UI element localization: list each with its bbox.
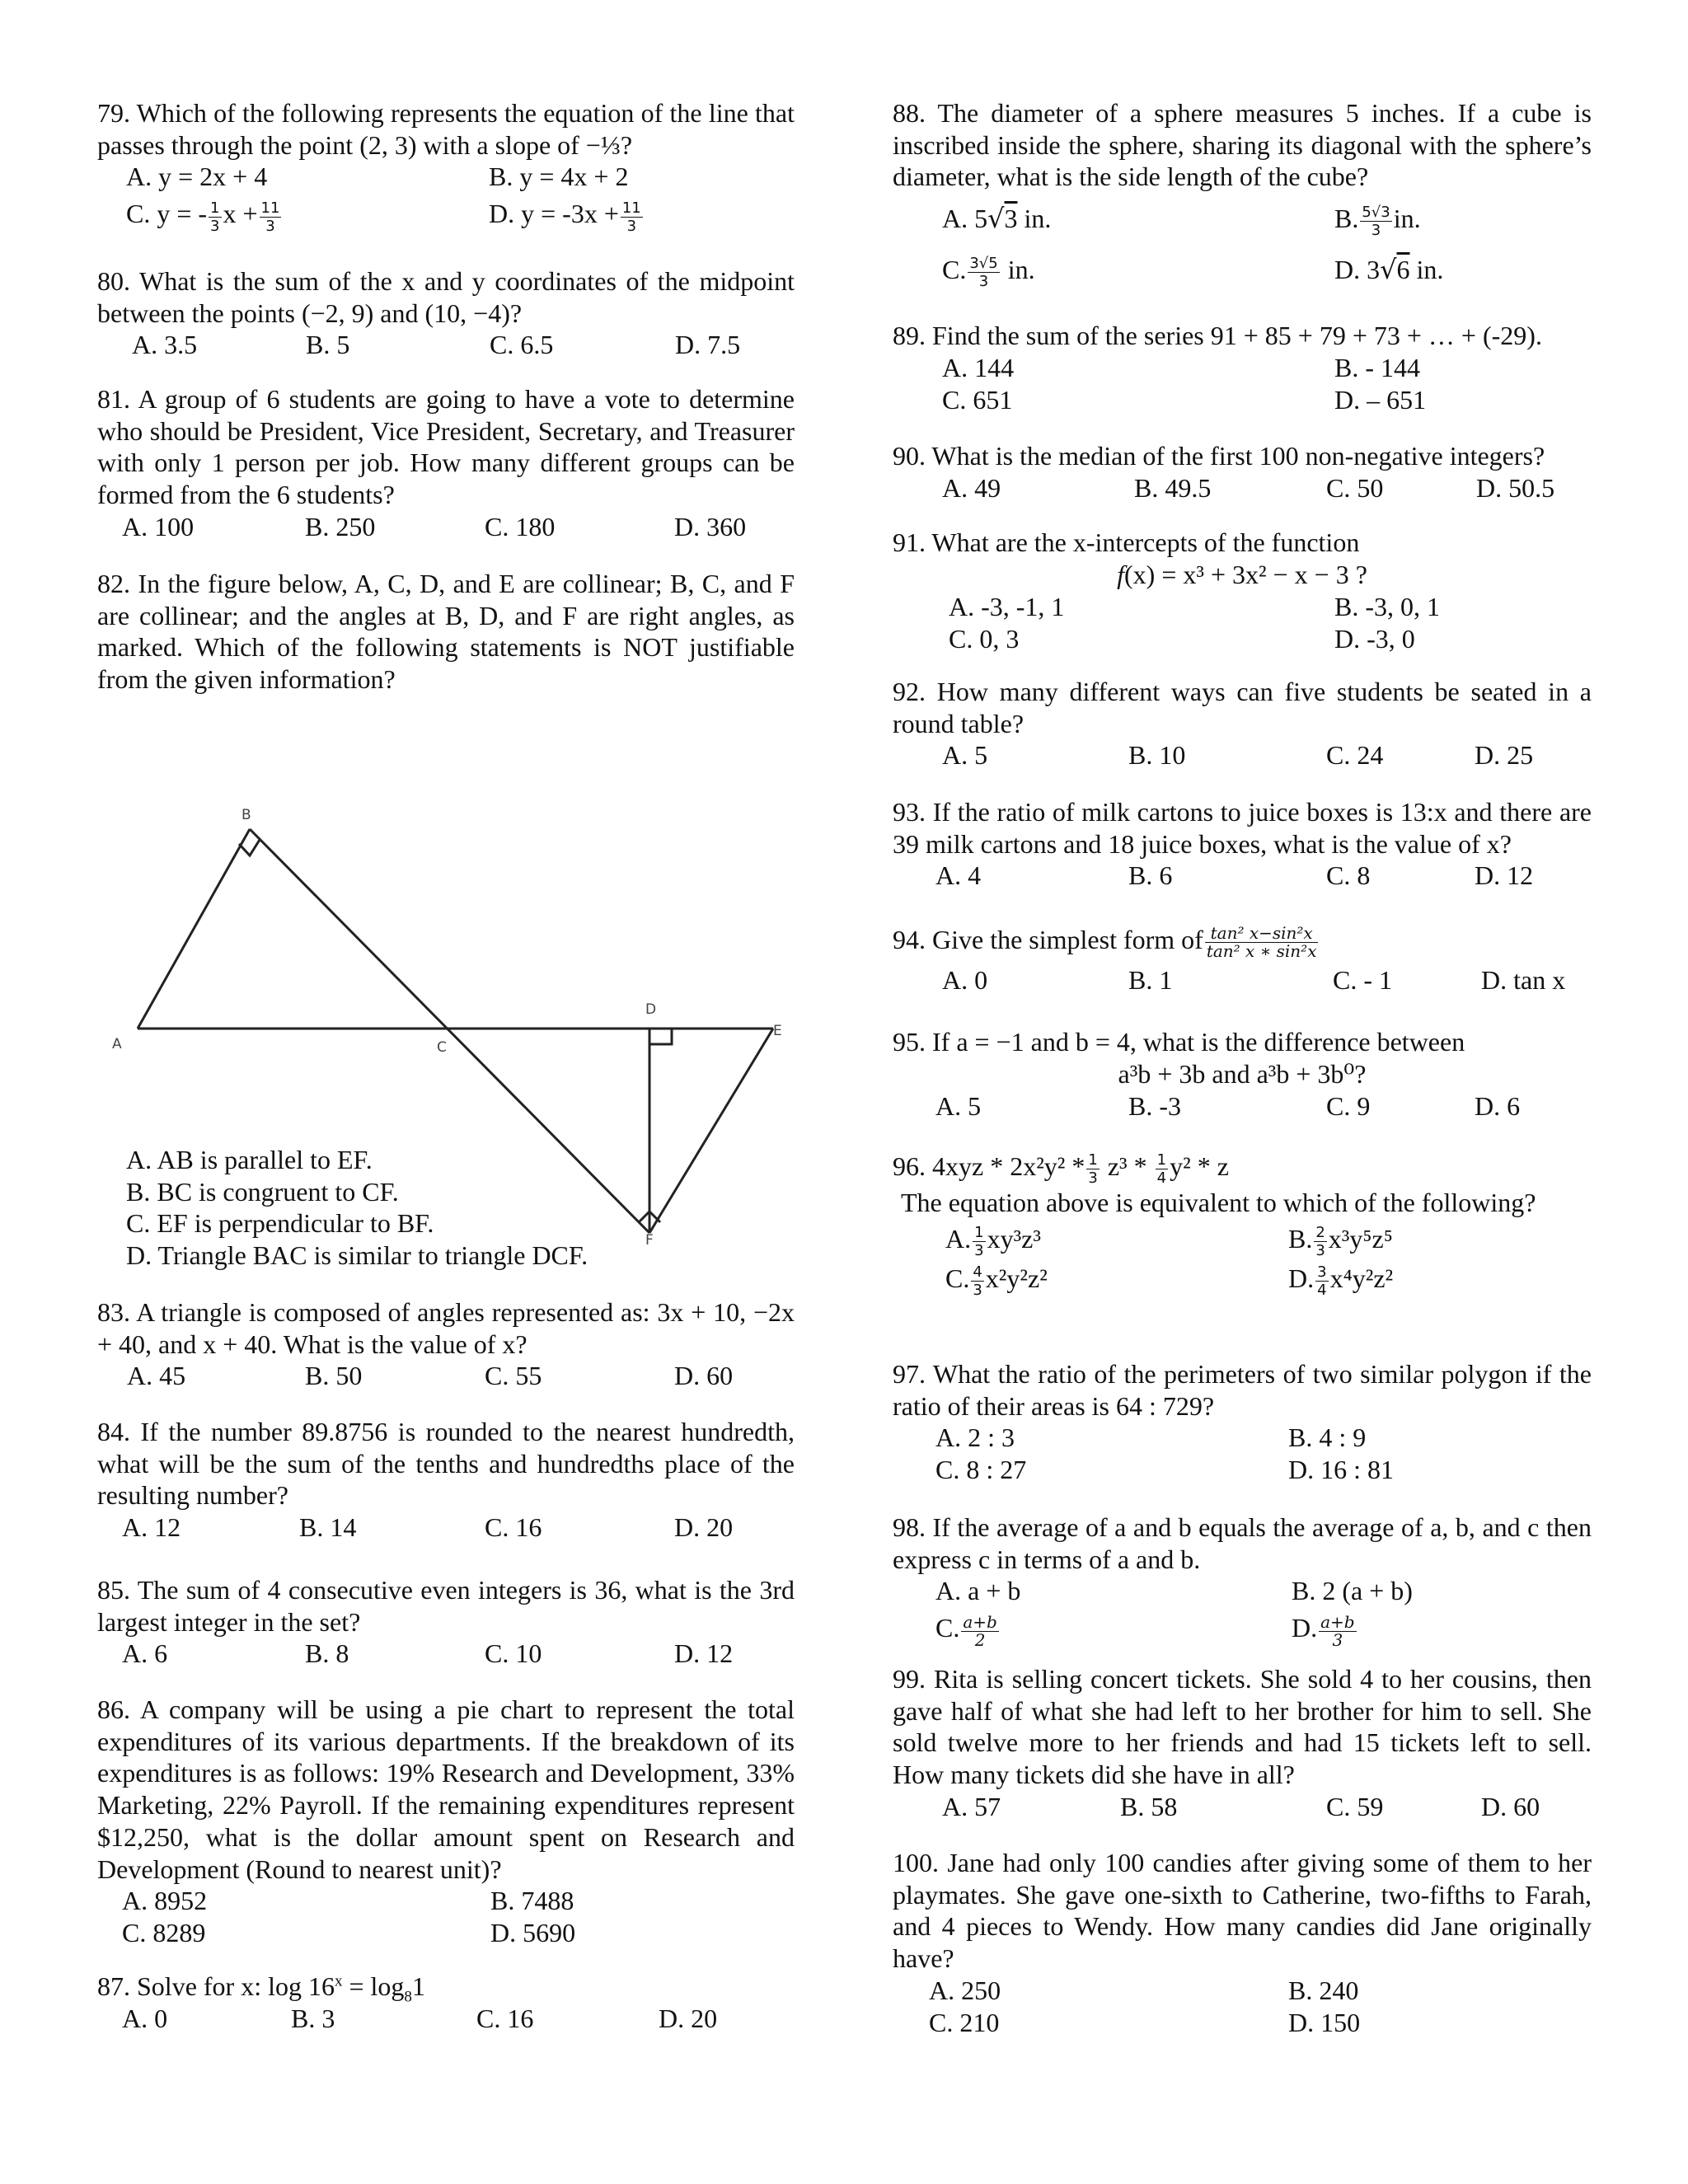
question-100-option-d[interactable]: D. 150 bbox=[1288, 2007, 1361, 2037]
label-e: E bbox=[773, 1023, 782, 1039]
question-93-option-c[interactable]: C. 8 bbox=[1326, 860, 1371, 891]
question-90-stem: 90. What is the median of the first 100 non-negative integers? bbox=[893, 441, 1545, 471]
question-88-options-row-2 bbox=[942, 244, 1592, 295]
question-100 bbox=[893, 1847, 1592, 2039]
question-90-option-d[interactable]: D. 50.5 bbox=[1476, 472, 1555, 503]
denominator: 3 bbox=[265, 217, 275, 235]
stem-text: = log bbox=[342, 1971, 405, 2001]
fraction bbox=[1086, 1151, 1099, 1187]
numerator: 1 bbox=[1156, 1151, 1167, 1169]
stem-text: 87. Solve for x: log 16 bbox=[97, 1971, 335, 2001]
question-83-option-b[interactable]: B. 50 bbox=[305, 1361, 363, 1391]
question-93-options bbox=[935, 860, 1592, 892]
question-91-option-c[interactable]: C. 0, 3 bbox=[949, 623, 1020, 654]
question-99-option-c[interactable]: C. 59 bbox=[1326, 1791, 1384, 1821]
question-93-stem: 93. If the ratio of milk cartons to juice boxes is 13:x and there are 39 milk cartons and 18 juice boxes, what is the value of x? bbox=[893, 797, 1592, 859]
question-97-option-d[interactable]: D. 16 : 81 bbox=[1288, 1455, 1394, 1485]
radicand: 6 bbox=[1396, 255, 1410, 285]
fraction bbox=[209, 199, 221, 235]
question-91-options-row-1 bbox=[949, 591, 1592, 623]
label-b: B bbox=[241, 807, 251, 823]
question-96 bbox=[893, 1146, 1592, 1298]
question-90-option-a[interactable]: A. 49 bbox=[942, 472, 1001, 503]
question-98-option-a[interactable]: A. a + b bbox=[935, 1576, 1021, 1606]
question-82-option-d[interactable]: D. Triangle BAC is similar to triangle DCF. bbox=[126, 1240, 588, 1271]
stem-text: 94. Give the simplest form of bbox=[893, 925, 1203, 954]
question-95-options bbox=[935, 1090, 1592, 1122]
denominator: 3 bbox=[1371, 222, 1381, 240]
question-89-options-row-2 bbox=[942, 384, 1592, 416]
question-96-options-row-2 bbox=[945, 1258, 1592, 1298]
denominator: 3 bbox=[978, 273, 989, 291]
question-94-stem bbox=[893, 915, 1592, 964]
question-91-stem: 91. What are the x-intercepts of the function bbox=[893, 527, 1360, 557]
option-b-text: B. bbox=[1288, 1223, 1313, 1254]
question-89-option-c[interactable]: C. 651 bbox=[942, 384, 1013, 415]
question-86 bbox=[97, 1694, 795, 1949]
numerator: 1 bbox=[1088, 1151, 1098, 1169]
fraction bbox=[1314, 1224, 1326, 1259]
option-a-text: A. bbox=[945, 1223, 972, 1254]
question-84-option-b[interactable]: B. 14 bbox=[299, 1512, 357, 1543]
numerator: 3 bbox=[1317, 1263, 1327, 1281]
question-85-option-b[interactable]: B. 8 bbox=[305, 1638, 349, 1669]
question-92-option-c[interactable]: C. 24 bbox=[1326, 740, 1384, 771]
question-91-option-a[interactable]: A. -3, -1, 1 bbox=[949, 591, 1065, 621]
option-d-text: D. 3 bbox=[1334, 255, 1381, 285]
question-79-option-a[interactable]: A. y = 2x + 4 bbox=[126, 162, 268, 192]
question-80-option-b[interactable]: B. 5 bbox=[306, 330, 350, 360]
question-93 bbox=[893, 796, 1592, 892]
label-a: A bbox=[112, 1036, 122, 1052]
question-96-option-b[interactable] bbox=[1288, 1219, 1393, 1259]
denominator: 3 bbox=[1088, 1169, 1098, 1188]
fraction bbox=[973, 1224, 985, 1259]
segment-fe bbox=[649, 1029, 773, 1233]
question-80-stem: 80. What is the sum of the x and y coordinates of the midpoint between the points (−2, 9) and (10, −4)? bbox=[97, 266, 795, 328]
question-96-option-c[interactable] bbox=[945, 1258, 1048, 1299]
question-82-option-a[interactable]: A. AB is parallel to EF. bbox=[126, 1145, 373, 1174]
question-87 bbox=[97, 1971, 795, 2035]
numerator: a+b bbox=[1320, 1611, 1355, 1632]
right-angle-mark-d bbox=[649, 1029, 672, 1044]
question-95-stem: 95. If a = −1 and b = 4, what is the difference between bbox=[893, 1027, 1465, 1057]
question-80 bbox=[97, 265, 795, 361]
question-91-option-b[interactable]: B. -3, 0, 1 bbox=[1334, 591, 1440, 621]
question-87-option-d[interactable]: D. 20 bbox=[659, 2003, 718, 2033]
question-79-option-b[interactable]: B. y = 4x + 2 bbox=[489, 162, 629, 192]
question-87-option-b[interactable]: B. 3 bbox=[291, 2003, 335, 2033]
label-d: D bbox=[645, 1001, 657, 1018]
expression-text: 96. 4xyz * 2x²y² * bbox=[893, 1151, 1085, 1181]
numerator: a+b bbox=[963, 1611, 997, 1632]
question-94 bbox=[893, 915, 1592, 996]
question-89-stem: 89. Find the sum of the series 91 + 85 + 79 + 73 + … + (-29). bbox=[893, 321, 1542, 350]
question-83-option-c[interactable]: C. 55 bbox=[485, 1361, 542, 1391]
question-96-expression bbox=[893, 1146, 1592, 1187]
question-90-option-b[interactable]: B. 49.5 bbox=[1134, 472, 1212, 503]
option-b-text: x³y⁵z⁵ bbox=[1328, 1223, 1393, 1254]
question-86-option-c[interactable]: C. 8289 bbox=[122, 1918, 206, 1948]
fraction bbox=[1319, 1611, 1356, 1650]
question-87-stem bbox=[97, 1971, 795, 2006]
question-85-stem: 85. The sum of 4 consecutive even integers is 36, what is the 3rd largest integer in the set? bbox=[97, 1575, 795, 1637]
question-83-options bbox=[127, 1360, 795, 1392]
question-81-option-b[interactable]: B. 250 bbox=[305, 511, 376, 541]
question-83-option-a[interactable]: A. 45 bbox=[127, 1361, 186, 1391]
question-79 bbox=[97, 97, 795, 234]
question-80-option-c[interactable]: C. 6.5 bbox=[490, 330, 554, 360]
question-81-option-d[interactable]: D. 360 bbox=[674, 511, 747, 541]
question-85 bbox=[97, 1574, 795, 1670]
option-b-text: in. bbox=[1393, 204, 1421, 234]
label-f: F bbox=[645, 1232, 654, 1248]
question-100-options-row-1 bbox=[929, 1975, 1592, 2007]
question-89-option-a[interactable]: A. 144 bbox=[942, 352, 1015, 382]
question-82-options bbox=[126, 1144, 588, 1272]
question-88-option-a[interactable] bbox=[942, 193, 1051, 244]
question-79-stem: 79. Which of the following represents the equation of the line that passes through the point (2, 3) with a slope of −⅓? bbox=[97, 98, 795, 160]
expression-text: z³ * bbox=[1100, 1151, 1154, 1181]
question-99-option-a[interactable]: A. 57 bbox=[942, 1791, 1001, 1821]
option-d-text: D. y = -3x + bbox=[489, 199, 619, 229]
question-98-options-row-2 bbox=[935, 1607, 1592, 1648]
question-83-stem: 83. A triangle is composed of angles represented as: 3x + 10, −2x + 40, and x + 40. What is the value of x? bbox=[97, 1297, 795, 1359]
denominator: 4 bbox=[1156, 1169, 1167, 1188]
question-89-options-row-1 bbox=[942, 352, 1592, 384]
exponent: x bbox=[334, 1972, 343, 1990]
question-92-stem: 92. How many different ways can five students be seated in a round table? bbox=[893, 677, 1592, 738]
denominator: 3 bbox=[1332, 1629, 1343, 1650]
question-99-options bbox=[942, 1791, 1592, 1823]
question-96-stem: The equation above is equivalent to which of the following? bbox=[901, 1188, 1536, 1217]
segment-ab bbox=[138, 829, 250, 1029]
question-85-option-c[interactable]: C. 10 bbox=[485, 1638, 542, 1669]
question-98-option-d[interactable] bbox=[1292, 1607, 1358, 1648]
option-a-text: A. 5 bbox=[942, 204, 988, 234]
question-100-options-row-2 bbox=[929, 2007, 1592, 2039]
question-81 bbox=[97, 383, 795, 543]
radical-icon: √ bbox=[987, 203, 1005, 235]
question-88-option-b[interactable] bbox=[1334, 193, 1421, 244]
question-98-option-c[interactable] bbox=[935, 1607, 1001, 1648]
option-d-text: x⁴y²z² bbox=[1329, 1263, 1394, 1293]
option-c-text: x²y²z² bbox=[985, 1263, 1048, 1293]
option-b-text: B. bbox=[1334, 204, 1359, 234]
numerator: 1 bbox=[210, 199, 220, 217]
question-95-option-d[interactable]: D. 6 bbox=[1475, 1090, 1521, 1121]
radical-icon: √ bbox=[1380, 254, 1397, 286]
question-92-option-b[interactable]: B. 10 bbox=[1128, 740, 1186, 771]
denominator: 3 bbox=[974, 1241, 984, 1259]
question-85-option-a[interactable]: A. 6 bbox=[122, 1638, 168, 1669]
question-93-option-b[interactable]: B. 6 bbox=[1128, 860, 1173, 891]
function-name: f bbox=[1117, 559, 1124, 589]
fraction bbox=[961, 1611, 998, 1650]
question-99-option-b[interactable]: B. 58 bbox=[1120, 1791, 1178, 1821]
question-98-options-row-1 bbox=[935, 1575, 1592, 1607]
question-83 bbox=[97, 1296, 795, 1392]
question-86-option-b[interactable]: B. 7488 bbox=[490, 1886, 574, 1916]
numerator: 4 bbox=[973, 1263, 982, 1281]
question-91-option-d[interactable]: D. -3, 0 bbox=[1334, 623, 1415, 654]
expression-text: y² * z bbox=[1170, 1151, 1229, 1181]
numerator: 5√3 bbox=[1362, 204, 1390, 222]
question-84 bbox=[97, 1416, 795, 1544]
question-97 bbox=[893, 1358, 1592, 1486]
question-81-stem: 81. A group of 6 students are going to have a vote to determine who should be President, Vice President, Secretary, and Treasurer with only 1 person per job. How many different groups can be formed from the 6 students? bbox=[97, 384, 795, 510]
question-91 bbox=[893, 527, 1592, 655]
question-80-options bbox=[132, 329, 795, 361]
question-94-option-d[interactable]: D. tan x bbox=[1481, 965, 1566, 995]
question-81-option-a[interactable]: A. 100 bbox=[122, 511, 195, 541]
question-86-stem: 86. A company will be using a pie chart to represent the total expenditures of its various departments. If the breakdown of its expenditures is as follows: 19% Research and Development, 33% Marketing, 22% Payroll. If the remaining expenditures represent $12,250, what is the dollar amount spent on Research and Development (Round to nearest unit)? bbox=[97, 1694, 795, 1884]
question-87-option-a[interactable]: A. 0 bbox=[122, 2003, 168, 2033]
question-98 bbox=[893, 1511, 1592, 1648]
question-90 bbox=[893, 440, 1592, 504]
question-89-option-d[interactable]: D. – 651 bbox=[1334, 384, 1427, 415]
question-88 bbox=[893, 97, 1592, 295]
question-89 bbox=[893, 320, 1592, 416]
numerator: 11 bbox=[621, 199, 641, 217]
question-94-option-c[interactable]: C. - 1 bbox=[1333, 965, 1392, 995]
option-c-text: C. bbox=[935, 1613, 960, 1643]
question-90-options bbox=[942, 472, 1592, 504]
question-94-option-a[interactable]: A. 0 bbox=[942, 965, 988, 995]
question-88-options-row-1 bbox=[942, 193, 1592, 244]
fraction bbox=[621, 199, 643, 235]
fraction bbox=[1205, 925, 1319, 960]
question-97-option-c[interactable]: C. 8 : 27 bbox=[935, 1455, 1027, 1485]
numerator: 2 bbox=[1315, 1223, 1325, 1241]
fraction bbox=[260, 199, 282, 235]
numerator: 1 bbox=[974, 1223, 984, 1241]
question-87-options bbox=[122, 2003, 795, 2035]
question-98-option-b[interactable]: B. 2 (a + b) bbox=[1292, 1576, 1413, 1606]
question-80-option-a[interactable]: A. 3.5 bbox=[132, 330, 198, 360]
question-100-stem: 100. Jane had only 100 candies after giving some of them to her playmates. She gave one-sixth to Catherine, two-fifths to Farah, and 4 pieces to Wendy. How many candies did Jane originally have? bbox=[893, 1848, 1592, 1974]
numerator: 11 bbox=[260, 199, 280, 217]
question-81-option-c[interactable]: C. 180 bbox=[485, 511, 556, 541]
question-83-option-d[interactable]: D. 60 bbox=[674, 1361, 734, 1391]
question-84-options bbox=[122, 1511, 795, 1544]
question-94-options bbox=[942, 964, 1592, 996]
question-80-option-d[interactable]: D. 7.5 bbox=[675, 330, 741, 360]
function-expression: (x) = x³ + 3x² − x − 3 ? bbox=[1124, 559, 1367, 589]
fraction bbox=[1360, 204, 1391, 239]
fraction bbox=[968, 255, 999, 290]
question-81-options bbox=[122, 511, 795, 543]
denominator: 3 bbox=[210, 217, 220, 235]
fraction bbox=[971, 1263, 983, 1299]
question-96-options-row-1 bbox=[945, 1219, 1592, 1258]
question-93-option-a[interactable]: A. 4 bbox=[935, 860, 982, 891]
radicand: 3 bbox=[1004, 204, 1018, 234]
option-c-text: C. y = - bbox=[126, 199, 208, 229]
option-a-text: in. bbox=[1017, 204, 1052, 234]
option-d-text: in. bbox=[1409, 255, 1444, 285]
option-d-text: D. bbox=[1292, 1613, 1318, 1643]
question-95-option-c[interactable]: C. 9 bbox=[1326, 1090, 1371, 1121]
question-88-option-c[interactable] bbox=[942, 244, 1035, 295]
question-97-stem: 97. What the ratio of the perimeters of two similar polygon if the ratio of their areas is 64 : 729? bbox=[893, 1359, 1592, 1421]
question-92-option-d[interactable]: D. 25 bbox=[1475, 740, 1534, 771]
question-82 bbox=[97, 568, 795, 696]
question-86-option-d[interactable]: D. 5690 bbox=[490, 1918, 576, 1948]
question-91-options-row-2 bbox=[949, 623, 1592, 655]
question-99 bbox=[893, 1663, 1592, 1823]
question-97-options-row-2 bbox=[935, 1454, 1592, 1486]
question-79-option-c[interactable] bbox=[126, 193, 283, 234]
question-86-options-row-1 bbox=[122, 1885, 795, 1917]
question-90-option-c[interactable]: C. 50 bbox=[1326, 472, 1384, 503]
question-92-option-a[interactable]: A. 5 bbox=[942, 740, 988, 771]
option-c-text: in. bbox=[1001, 255, 1035, 285]
stem-text: 1 bbox=[411, 1971, 425, 2001]
denominator: 3 bbox=[1315, 1241, 1325, 1259]
question-88-option-d[interactable] bbox=[1334, 244, 1443, 295]
question-82-option-b[interactable]: B. BC is congruent to CF. bbox=[126, 1176, 399, 1207]
numerator: tan² x−sin²x bbox=[1205, 925, 1319, 943]
question-98-stem: 98. If the average of a and b equals the average of a, b, and c then express c in terms of a and b. bbox=[893, 1512, 1592, 1574]
denominator: tan² x ∗ sin²x bbox=[1206, 941, 1317, 962]
question-85-option-d[interactable]: D. 12 bbox=[674, 1638, 734, 1669]
question-84-stem: 84. If the number 89.8756 is rounded to the nearest hundredth, what will be the sum of the tenths and hundredths place of the resulting number? bbox=[97, 1417, 795, 1511]
question-84-option-c[interactable]: C. 16 bbox=[485, 1512, 542, 1543]
question-85-options bbox=[122, 1638, 795, 1670]
question-88-stem: 88. The diameter of a sphere measures 5 inches. If a cube is inscribed inside the sphere, sharing its diagonal with the sphere’s diameter, what is the side length of the cube? bbox=[893, 98, 1592, 192]
fraction bbox=[1315, 1263, 1328, 1299]
question-100-option-b[interactable]: B. 240 bbox=[1288, 1975, 1359, 2005]
question-96-option-d[interactable] bbox=[1288, 1258, 1393, 1299]
question-82-option-c[interactable]: C. EF is perpendicular to BF. bbox=[126, 1208, 434, 1239]
question-97-options-row-1 bbox=[935, 1422, 1592, 1454]
question-99-stem: 99. Rita is selling concert tickets. She sold 4 to her cousins, then gave half of what she had left to her brother for him to sell. She sold twelve more to her friends and had 15 tickets left to sell. How many tickets did she have in all? bbox=[893, 1664, 1592, 1790]
question-87-option-c[interactable]: C. 16 bbox=[476, 2003, 534, 2033]
question-95-expression: a³b + 3b and a³b + 3b⁰? bbox=[1118, 1058, 1367, 1089]
question-86-option-a[interactable]: A. 8952 bbox=[122, 1886, 208, 1916]
option-c-text: C. bbox=[942, 255, 967, 285]
option-c-text: C. bbox=[945, 1263, 970, 1293]
question-95 bbox=[893, 1026, 1592, 1122]
log-base: 8 bbox=[404, 1988, 412, 2006]
question-95-option-a[interactable]: A. 5 bbox=[935, 1090, 982, 1121]
question-100-option-a[interactable]: A. 250 bbox=[929, 1975, 1001, 2005]
question-79-options-row-1 bbox=[126, 161, 795, 193]
question-82-stem: 82. In the figure below, A, C, D, and E are collinear; B, C, and F are collinear; and the angles at B, D, and F are right angles, as marked. Which of the following statements is NOT justifiable from the given information? bbox=[97, 569, 795, 695]
question-95-option-b[interactable]: B. -3 bbox=[1128, 1090, 1181, 1121]
denominator: 3 bbox=[626, 217, 637, 235]
question-96-option-a[interactable] bbox=[945, 1219, 1041, 1259]
question-93-option-d[interactable]: D. 12 bbox=[1475, 860, 1534, 891]
question-84-option-d[interactable]: D. 20 bbox=[674, 1512, 734, 1543]
label-c: C bbox=[437, 1039, 447, 1056]
fraction bbox=[1156, 1151, 1168, 1187]
question-99-option-d[interactable]: D. 60 bbox=[1481, 1791, 1540, 1821]
question-86-options-row-2 bbox=[122, 1917, 795, 1949]
question-94-option-b[interactable]: B. 1 bbox=[1128, 965, 1173, 995]
option-c-text: x + bbox=[223, 199, 258, 229]
numerator: 3√5 bbox=[969, 255, 998, 273]
question-97-option-a[interactable]: A. 2 : 3 bbox=[935, 1422, 1015, 1453]
option-a-text: xy³z³ bbox=[987, 1223, 1041, 1254]
question-79-option-d[interactable] bbox=[489, 193, 645, 234]
question-97-option-b[interactable]: B. 4 : 9 bbox=[1288, 1422, 1367, 1453]
question-100-option-c[interactable]: C. 210 bbox=[929, 2007, 1000, 2037]
option-d-text: D. bbox=[1288, 1263, 1315, 1293]
denominator: 2 bbox=[974, 1629, 986, 1650]
denominator: 3 bbox=[973, 1281, 982, 1299]
question-91-function bbox=[893, 559, 1592, 591]
denominator: 4 bbox=[1317, 1281, 1327, 1299]
question-89-option-b[interactable]: B. - 144 bbox=[1334, 352, 1420, 382]
question-79-options-row-2 bbox=[126, 193, 795, 234]
question-84-option-a[interactable]: A. 12 bbox=[122, 1512, 181, 1543]
question-92-options bbox=[942, 739, 1592, 771]
question-92 bbox=[893, 676, 1592, 771]
